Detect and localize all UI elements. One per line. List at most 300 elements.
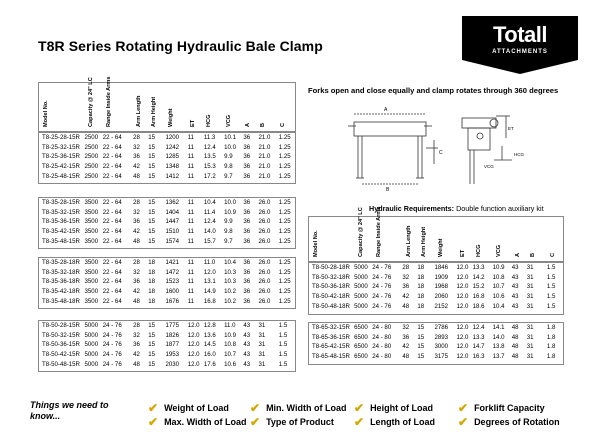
- check-label: Forklift Capacity: [474, 403, 545, 413]
- table-cell: 11.4: [203, 208, 216, 216]
- check-degrees-of-rotation: [458, 415, 560, 429]
- table-cell: 10.6: [224, 360, 236, 368]
- check-height-of-load: [354, 401, 433, 415]
- table-cell: 48: [133, 237, 140, 245]
- table-cell: 10.4: [492, 302, 505, 310]
- table-cell: 21.0: [258, 153, 271, 161]
- table-cell: 36: [243, 259, 251, 267]
- table-cell: 1.25: [278, 278, 291, 286]
- table-cell: 2152: [434, 302, 449, 310]
- table-cell: 26.0: [258, 297, 271, 305]
- table-cell: 12.0: [456, 324, 469, 332]
- table-cell: 36: [402, 283, 410, 291]
- table-cell: T8-25-48-15R: [42, 172, 80, 180]
- table-cell: 36: [243, 134, 251, 142]
- checkmark-icon: ✔: [148, 401, 159, 415]
- table-cell: 3500: [84, 228, 99, 236]
- table-cell: 15: [148, 143, 156, 151]
- table-cell: 11: [187, 199, 195, 207]
- table-cell: 11: [187, 268, 195, 276]
- table-cell: 18.6: [472, 302, 485, 310]
- table-cell: 15: [148, 237, 156, 245]
- table-cell: 24 - 80: [372, 343, 392, 351]
- table-cell: 3500: [84, 199, 99, 207]
- table-cell: 11: [187, 163, 195, 171]
- dim-c: C: [439, 150, 443, 156]
- table-cell: 24 - 76: [102, 341, 122, 349]
- table-cell: 5000: [84, 331, 99, 339]
- table-cell: 15: [417, 343, 425, 351]
- table-cell: 24 - 80: [372, 324, 392, 332]
- left-group-4: [38, 320, 296, 372]
- table-row: [39, 143, 295, 153]
- column-header: Capacity @ 24" LC: [88, 77, 94, 127]
- table-cell: 12.0: [456, 343, 469, 351]
- table-cell: 14.1: [492, 324, 505, 332]
- table-cell: T8-35-32-18R: [42, 268, 80, 276]
- table-cell: T8-35-42-18R: [42, 288, 80, 296]
- table-cell: 42: [402, 293, 410, 301]
- table-cell: 42: [133, 288, 140, 296]
- table-cell: 1447: [165, 218, 179, 226]
- hydraulic-label: Hydraulic Requirements:: [369, 204, 455, 213]
- table-cell: 11: [187, 134, 195, 142]
- table-cell: 15.7: [203, 237, 216, 245]
- table-cell: 22 - 64: [102, 143, 122, 151]
- table-cell: 31: [526, 324, 534, 332]
- table-cell: 14.0: [203, 228, 216, 236]
- table-cell: 43: [243, 331, 251, 339]
- checkmark-icon: ✔: [458, 415, 469, 429]
- table-cell: 36: [243, 153, 251, 161]
- table-cell: 1242: [165, 143, 179, 151]
- table-cell: 13.7: [492, 353, 505, 361]
- clamp-frame-front: [354, 122, 426, 136]
- table-cell: 18: [417, 283, 425, 291]
- table-cell: 2500: [84, 134, 99, 142]
- table-cell: 6500: [354, 333, 368, 341]
- table-cell: 48: [511, 343, 519, 351]
- table-cell: 2030: [165, 360, 179, 368]
- table-cell: T8-25-36-15R: [42, 153, 80, 161]
- table-cell: 18: [148, 268, 156, 276]
- table-cell: 11: [187, 237, 195, 245]
- table-cell: 14.0: [492, 333, 505, 341]
- table-cell: 31: [258, 331, 266, 339]
- table-cell: 22 - 64: [102, 172, 122, 180]
- table-cell: 10.0: [224, 143, 236, 151]
- things-line-2: know...: [30, 411, 61, 421]
- table-cell: 2060: [434, 293, 449, 301]
- table-cell: 48: [511, 324, 519, 332]
- table-cell: 31: [526, 353, 534, 361]
- table-row: [309, 282, 563, 292]
- table-cell: 43: [243, 341, 251, 349]
- things-line-1: Things we need to: [30, 400, 109, 410]
- table-row: [39, 258, 295, 268]
- table-cell: 15: [148, 208, 156, 216]
- check-label: Length of Load: [370, 417, 436, 427]
- table-row: [309, 323, 563, 333]
- table-cell: 10.9: [224, 208, 236, 216]
- table-row: [309, 292, 563, 302]
- table-row: [309, 333, 563, 343]
- table-cell: 1421: [165, 259, 179, 267]
- table-cell: 11: [187, 218, 195, 226]
- column-header: Model No.: [313, 230, 319, 257]
- table-cell: 28: [402, 264, 410, 272]
- table-cell: 1968: [434, 283, 449, 291]
- table-cell: 48: [133, 172, 140, 180]
- table-cell: 12.0: [456, 302, 469, 310]
- table-cell: 1775: [165, 322, 179, 330]
- table-cell: 31: [258, 322, 266, 330]
- table-cell: 1200: [165, 134, 179, 142]
- table-cell: 31: [526, 283, 534, 291]
- table-cell: 2893: [434, 333, 449, 341]
- table-cell: 3500: [84, 208, 99, 216]
- table-cell: T8-50-42-18R: [312, 293, 350, 301]
- hydraulic-value: Double function auxiliary kit: [454, 204, 544, 213]
- table-cell: 10.8: [492, 273, 505, 281]
- table-cell: 26.0: [258, 259, 271, 267]
- table-cell: 10.4: [203, 199, 216, 207]
- table-cell: 22 - 64: [102, 278, 122, 286]
- table-cell: T8-65-32-15R: [312, 324, 350, 332]
- table-cell: 42: [133, 351, 140, 359]
- table-cell: T8-50-42-15R: [42, 351, 80, 359]
- left-group-1: [38, 132, 296, 184]
- table-row: [39, 331, 295, 341]
- table-cell: 2500: [84, 172, 99, 180]
- table-cell: 16.8: [203, 297, 216, 305]
- table-cell: 9.8: [224, 228, 233, 236]
- table-cell: 36: [243, 218, 251, 226]
- checkmark-icon: ✔: [148, 415, 159, 429]
- table-cell: T8-50-28-18R: [312, 264, 350, 272]
- table-row: [39, 321, 295, 331]
- check-label: Height of Load: [370, 403, 434, 413]
- table-cell: 3500: [84, 268, 99, 276]
- table-cell: 10.3: [224, 278, 236, 286]
- table-cell: 15: [148, 218, 156, 226]
- table-cell: 22 - 64: [102, 268, 122, 276]
- table-cell: 15: [417, 353, 425, 361]
- table-cell: 48: [133, 360, 140, 368]
- column-header: HCG: [206, 114, 212, 127]
- table-cell: 1.25: [278, 163, 291, 171]
- table-cell: 36: [243, 228, 251, 236]
- table-cell: 10.2: [224, 297, 236, 305]
- table-cell: 1523: [165, 278, 179, 286]
- table-cell: 13.6: [203, 331, 216, 339]
- table-cell: 15: [148, 322, 156, 330]
- table-cell: 14.2: [472, 273, 485, 281]
- table-cell: 1.8: [546, 353, 556, 361]
- table-cell: 12.4: [472, 324, 485, 332]
- table-cell: 24 - 76: [102, 331, 122, 339]
- table-cell: 28: [133, 134, 140, 142]
- table-cell: T8-65-48-15R: [312, 353, 350, 361]
- table-cell: T8-25-32-15R: [42, 143, 80, 151]
- table-cell: 1.5: [546, 283, 556, 291]
- table-cell: 32: [402, 273, 410, 281]
- table-cell: 10.9: [224, 331, 236, 339]
- table-cell: T8-35-32-15R: [42, 208, 80, 216]
- table-cell: 48: [511, 353, 519, 361]
- table-cell: 9.8: [224, 163, 233, 171]
- table-cell: 22 - 64: [102, 228, 122, 236]
- checkmark-icon: ✔: [250, 401, 261, 415]
- dim-b: B: [386, 187, 390, 193]
- table-cell: 22 - 64: [102, 208, 122, 216]
- table-cell: 24 - 80: [372, 333, 392, 341]
- table-cell: 18: [148, 288, 156, 296]
- table-cell: 1.25: [278, 172, 291, 180]
- table-cell: 5000: [84, 322, 99, 330]
- table-cell: T8-25-42-15R: [42, 163, 80, 171]
- table-cell: 28: [133, 322, 140, 330]
- table-cell: 36: [133, 341, 140, 349]
- table-cell: 43: [511, 283, 519, 291]
- table-cell: 5000: [84, 360, 99, 368]
- table-cell: 24 - 76: [372, 283, 392, 291]
- table-cell: 36: [243, 172, 251, 180]
- table-cell: 10.7: [224, 351, 236, 359]
- table-cell: 31: [526, 333, 534, 341]
- table-cell: 11: [187, 288, 195, 296]
- table-cell: 6500: [354, 353, 368, 361]
- table-cell: 22 - 64: [102, 288, 122, 296]
- table-cell: 14.7: [472, 343, 485, 351]
- table-cell: 13.3: [472, 264, 485, 272]
- table-cell: 13.3: [472, 333, 485, 341]
- table-cell: 11: [187, 259, 195, 267]
- check-label: Type of Product: [266, 417, 334, 427]
- table-cell: 48: [133, 297, 140, 305]
- dim-a: A: [384, 107, 388, 113]
- table-cell: 15: [417, 333, 425, 341]
- check-label: Weight of Load: [164, 403, 229, 413]
- table-cell: 12.0: [187, 351, 200, 359]
- table-cell: 43: [511, 273, 519, 281]
- table-cell: 11.0: [224, 322, 236, 330]
- table-cell: 2500: [84, 143, 99, 151]
- table-cell: 1.25: [278, 288, 291, 296]
- clamp-diagram: [334, 104, 580, 198]
- table-cell: 26.0: [258, 278, 271, 286]
- left-group-2: [38, 197, 296, 249]
- table-cell: 1.8: [546, 333, 556, 341]
- table-cell: 43: [243, 351, 251, 359]
- table-cell: 1.5: [278, 351, 288, 359]
- column-header: Weight: [168, 108, 174, 127]
- table-cell: T8-35-28-18R: [42, 259, 80, 267]
- table-cell: 36: [243, 278, 251, 286]
- table-cell: T8-35-42-15R: [42, 228, 80, 236]
- table-cell: T8-35-36-18R: [42, 278, 80, 286]
- table-cell: 1826: [165, 331, 179, 339]
- left-table-header: [38, 76, 296, 132]
- table-cell: 31: [258, 360, 266, 368]
- right-group-2: [308, 322, 564, 365]
- table-cell: T8-25-28-15R: [42, 134, 80, 142]
- table-cell: 3500: [84, 288, 99, 296]
- table-cell: 28: [133, 259, 140, 267]
- table-cell: 26.0: [258, 237, 271, 245]
- table-cell: T8-65-36-15R: [312, 333, 350, 341]
- table-cell: 11: [187, 153, 195, 161]
- table-cell: 11: [187, 172, 195, 180]
- check-label: Degrees of Rotation: [474, 417, 560, 427]
- table-cell: 10.2: [224, 288, 236, 296]
- table-cell: 1846: [434, 264, 449, 272]
- table-cell: 1412: [165, 172, 179, 180]
- table-cell: T8-50-32-15R: [42, 331, 80, 339]
- table-cell: 2500: [84, 163, 99, 171]
- table-cell: 15.2: [472, 283, 485, 291]
- table-cell: 26.0: [258, 199, 271, 207]
- table-cell: 1.5: [546, 302, 556, 310]
- table-cell: 12.0: [187, 341, 200, 349]
- table-cell: 32: [133, 331, 140, 339]
- table-cell: 21.0: [258, 134, 271, 142]
- table-cell: 11: [187, 278, 195, 286]
- dim-et: ET: [508, 126, 514, 131]
- table-cell: 5000: [84, 341, 99, 349]
- table-cell: 24 - 80: [372, 353, 392, 361]
- table-cell: 1953: [165, 351, 179, 359]
- table-row: [309, 352, 563, 362]
- table-cell: 36: [133, 153, 140, 161]
- column-header: Weight: [438, 238, 444, 257]
- table-cell: 32: [133, 143, 140, 151]
- column-header: A: [515, 252, 521, 257]
- table-cell: 48: [402, 353, 410, 361]
- table-cell: 32: [133, 268, 140, 276]
- table-cell: 5000: [354, 283, 368, 291]
- table-cell: 12.0: [456, 333, 469, 341]
- table-cell: 43: [243, 322, 251, 330]
- table-cell: 1.5: [546, 264, 556, 272]
- table-cell: 24 - 76: [372, 293, 392, 301]
- table-cell: 15: [148, 331, 156, 339]
- table-cell: 16.8: [472, 293, 485, 301]
- table-cell: 36: [133, 278, 140, 286]
- table-cell: T8-50-48-18R: [312, 302, 350, 310]
- table-row: [39, 350, 295, 360]
- table-cell: 18: [417, 264, 425, 272]
- column-header: Arm Height: [151, 96, 157, 127]
- table-cell: T8-35-28-15R: [42, 199, 80, 207]
- table-cell: 24 - 76: [372, 273, 392, 281]
- table-cell: T8-35-36-15R: [42, 218, 80, 226]
- table-row: [39, 133, 295, 143]
- column-header: Arm Length: [136, 95, 142, 127]
- table-cell: 12.0: [456, 273, 469, 281]
- table-cell: 12.4: [203, 218, 216, 226]
- table-cell: T8-50-48-15R: [42, 360, 80, 368]
- table-cell: 15: [148, 153, 156, 161]
- table-cell: 26.0: [258, 228, 271, 236]
- table-cell: 12.0: [456, 264, 469, 272]
- column-header: HCG: [476, 244, 482, 257]
- table-cell: 42: [402, 343, 410, 351]
- table-cell: 18: [417, 293, 425, 301]
- table-cell: 3500: [84, 218, 99, 226]
- column-header: VCG: [496, 244, 502, 257]
- right-group-1: [308, 262, 564, 315]
- table-cell: 18: [148, 259, 156, 267]
- table-cell: 13.8: [492, 343, 505, 351]
- table-cell: 11: [187, 228, 195, 236]
- table-cell: 18: [417, 302, 425, 310]
- table-cell: 9.7: [224, 237, 233, 245]
- check-weight-of-load: [148, 401, 229, 415]
- table-cell: 43: [511, 302, 519, 310]
- column-header: Range Inside Arms: [376, 206, 382, 257]
- table-cell: 12.0: [187, 331, 200, 339]
- check-forklift-capacity: [458, 401, 545, 415]
- table-cell: 11.3: [203, 134, 216, 142]
- table-cell: 12.0: [456, 293, 469, 301]
- table-cell: 2500: [84, 153, 99, 161]
- table-cell: 21.0: [258, 143, 271, 151]
- table-row: [39, 162, 295, 172]
- table-cell: 31: [526, 293, 534, 301]
- table-cell: 10.6: [492, 293, 505, 301]
- table-cell: 11: [187, 208, 195, 216]
- table-cell: 24 - 76: [102, 360, 122, 368]
- table-cell: 1.25: [278, 143, 291, 151]
- hydraulic-requirements: [369, 204, 544, 213]
- dim-hcg: HCG: [514, 152, 524, 157]
- table-cell: 1877: [165, 341, 179, 349]
- table-cell: 3500: [84, 237, 99, 245]
- column-header: Arm Height: [421, 226, 427, 257]
- table-cell: 15.3: [203, 163, 216, 171]
- table-cell: 22 - 64: [102, 163, 122, 171]
- table-cell: 9.7: [224, 172, 233, 180]
- table-cell: 10.8: [224, 341, 236, 349]
- table-row: [39, 287, 295, 297]
- table-cell: 43: [511, 293, 519, 301]
- table-row: [39, 340, 295, 350]
- table-cell: 10.9: [492, 264, 505, 272]
- table-cell: 1.25: [278, 208, 291, 216]
- table-cell: 24 - 76: [372, 302, 392, 310]
- column-header: Arm Length: [406, 225, 412, 257]
- table-cell: 1676: [165, 297, 179, 305]
- table-cell: 5000: [354, 302, 368, 310]
- table-cell: 1.25: [278, 259, 291, 267]
- table-cell: T8-50-28-15R: [42, 322, 80, 330]
- table-cell: 22 - 64: [102, 218, 122, 226]
- table-cell: 12.0: [187, 322, 200, 330]
- table-cell: 15: [148, 134, 156, 142]
- table-cell: 10.3: [224, 268, 236, 276]
- table-cell: 12.0: [456, 353, 469, 361]
- column-header: B: [530, 252, 536, 257]
- table-cell: 31: [526, 264, 534, 272]
- table-cell: 1.8: [546, 343, 556, 351]
- table-cell: 9.9: [224, 218, 233, 226]
- column-header: Capacity @ 24" LC: [358, 207, 364, 257]
- table-row: [39, 359, 295, 369]
- table-cell: 36: [243, 288, 251, 296]
- table-cell: 18: [148, 278, 156, 286]
- table-row: [39, 217, 295, 227]
